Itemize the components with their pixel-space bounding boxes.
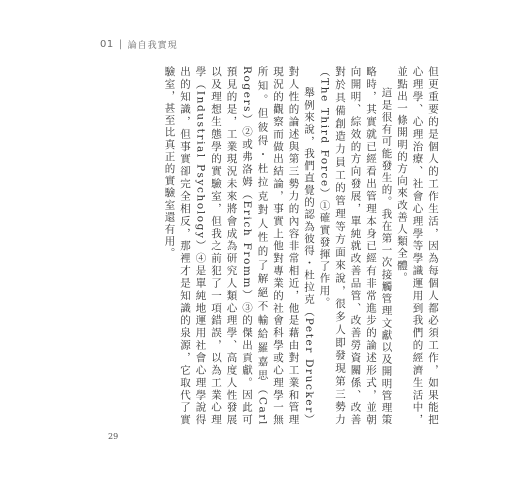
paragraph-2: 這是很有可能發生的。我在第一次接觸管理文獻以及開明管理策略時，其實就已經看出管理本身已經有非常進步的論述形式，並朝向開明、綜效的方向發展，單純就改善品管、改善勞資關係、改善對於具備創造力員工的管理等方面來說，很多人即發現第三勢力（The Third Force）①確實發揮了作用。 bbox=[318, 66, 393, 426]
header-separator: | bbox=[118, 39, 123, 50]
page-number: 29 bbox=[108, 432, 119, 441]
running-header bbox=[100, 38, 178, 51]
vertical-body-text bbox=[163, 66, 440, 426]
chapter-number: 01 bbox=[100, 39, 114, 50]
paragraph-1: 但更重要的是個人的工作生活，因為每個人都必須工作，如果能把心理學、心理治療、社會心理學等學識運用到我們的經濟生活中，並點出一條開明的方向來改善人類全體。 bbox=[396, 66, 439, 426]
paragraph-3: 舉例來說，我們直覺的認為彼得・杜拉克（Peter Drucker）對人性的論述與第三勢力的內容非常相近，他是藉由對工業和管理現況的觀察而做出結論，事實上他對專業的社會科學或心理學一無所知。但彼得・杜拉克對人性的了解絕不輸給羅嘉思（Carl Rogers）②或弗洛姆（Erich Fromm）③的傑出貢獻。因此可預見的是，工業現況未來將會成為研究人類心理學、高度人性發展以及理想生態學的實驗室，但我之前犯了一項錯誤，以為工業心理學（Industrial Psychology）④是單純地運用社會心理學說得出的知識，但事實卻完全相反，那裡才是知識的泉源，它取代了實驗室，甚至比真正的實驗室還有用。 bbox=[163, 66, 315, 426]
chapter-title: 論自我實現 bbox=[127, 41, 178, 51]
